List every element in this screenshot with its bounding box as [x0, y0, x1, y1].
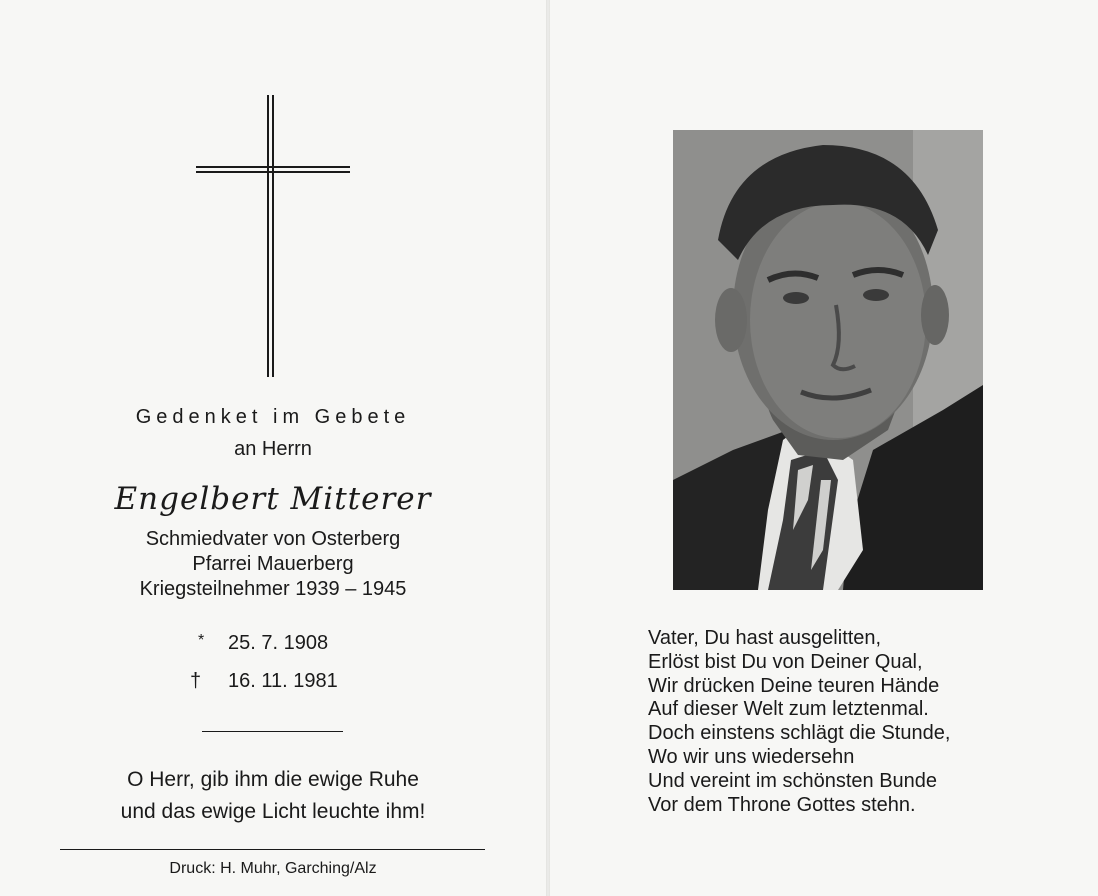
divider-long	[60, 849, 485, 850]
prayer-line-2: und das ewige Licht leuchte ihm!	[120, 800, 426, 823]
portrait-photo	[673, 130, 983, 590]
poem-line: Erlöst bist Du von Deiner Qual,	[648, 650, 923, 673]
parish-line: Pfarrei Mauerberg	[192, 553, 354, 575]
poem-line: Wir drücken Deine teuren Hände	[648, 674, 940, 697]
death-date: 16. 11. 1981	[228, 670, 338, 692]
poem-line: Vater, Du hast ausgelitten,	[648, 627, 882, 649]
cross-icon	[196, 95, 350, 377]
poem-line: Und vereint im schönsten Bunde	[648, 769, 938, 792]
deceased-name: Engelbert Mitterer	[114, 481, 432, 517]
divider-short	[202, 731, 343, 732]
poem-line: Doch einstens schlägt die Stunde,	[648, 722, 951, 745]
prayer-line-1: O Herr, gib ihm die ewige Ruhe	[127, 768, 419, 791]
birth-row	[190, 632, 328, 655]
war-service-line: Kriegsteilnehmer 1939 – 1945	[139, 578, 407, 600]
death-dagger-icon: †	[190, 670, 202, 692]
memorial-subheading: an Herrn	[234, 438, 312, 460]
occupation-line: Schmiedvater von Osterberg	[145, 528, 401, 550]
birth-date: 25. 7. 1908	[228, 632, 329, 654]
poem-line: Vor dem Throne Gottes stehn.	[648, 793, 916, 816]
poem	[648, 627, 950, 817]
poem-line: Auf dieser Welt zum letztenmal.	[648, 698, 929, 721]
birth-star-icon: *	[198, 632, 205, 649]
poem-line: Wo wir uns wiedersehn	[648, 745, 855, 768]
death-row	[190, 670, 338, 693]
printer-credit: Druck: H. Muhr, Garching/Alz	[169, 860, 377, 877]
memorial-heading: Gedenket im Gebete	[135, 406, 411, 428]
